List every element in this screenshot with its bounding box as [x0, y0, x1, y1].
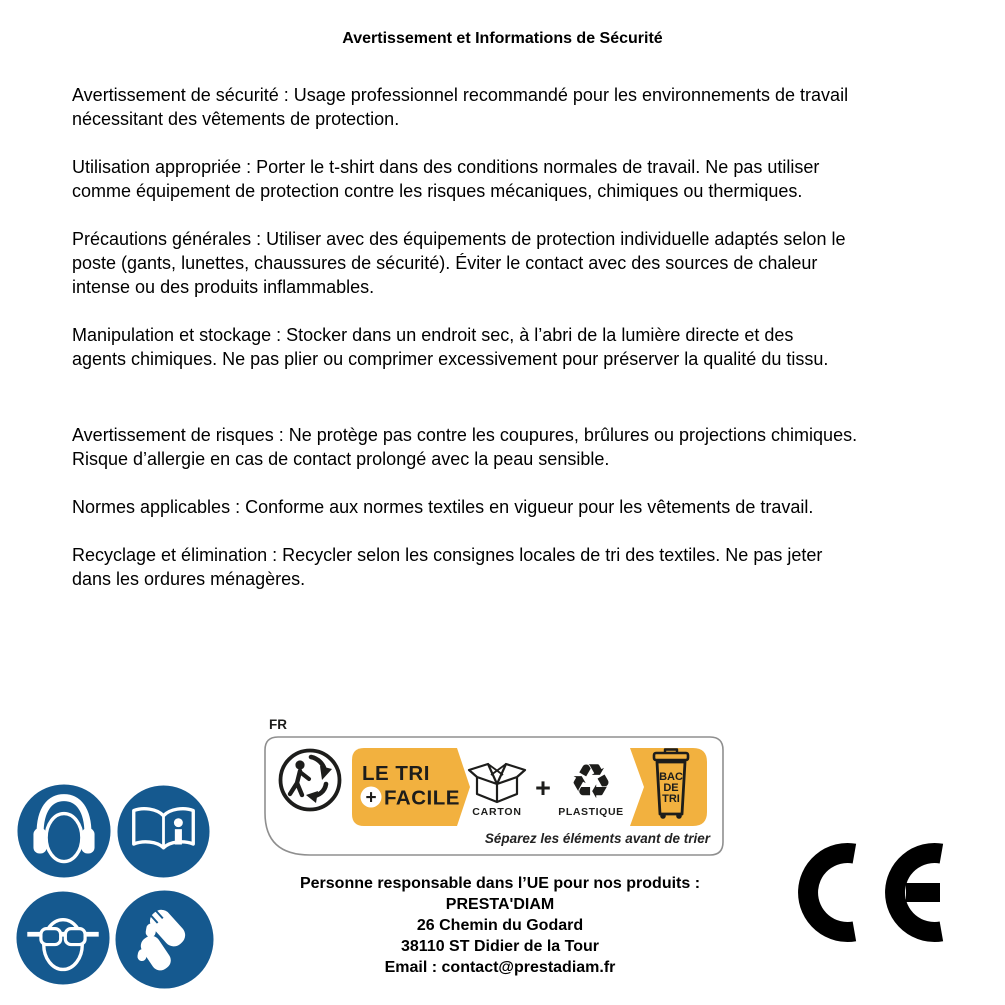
paragraph-securite [72, 83, 957, 131]
text-line: Normes applicables : Conforme aux normes textiles en vigueur pour les vêtements de travail. [72, 497, 814, 517]
address-street: 26 Chemin du Godard [416, 917, 584, 934]
text-line: intense ou des produits inflammables. [72, 277, 375, 297]
address-city: 38110 ST Didier de la Tour [401, 938, 599, 955]
text-line: poste (gants, lunettes, chaussures de sécurité). Éviter le contact avec des sources de chaleur [72, 253, 818, 273]
text-line: nécessitant des vêtements de protection. [72, 109, 400, 129]
plastique-label: PLASTIQUE [558, 806, 624, 818]
materials-plus: + [535, 773, 551, 803]
text-line: Précautions générales : Utiliser avec des équipements de protection individuelle adaptés selon le [72, 229, 846, 249]
headline-line2: FACILE [384, 786, 460, 810]
carton-label: CARTON [472, 806, 522, 818]
paragraph-utilisation [72, 155, 957, 203]
read-manual-icon [117, 785, 210, 878]
recycling-symbol-icon: ♻ [569, 756, 613, 809]
text-line: Manipulation et stockage : Stocker dans un endroit sec, à l’abri de la lumière directe et des [72, 325, 794, 345]
safety-text [72, 83, 957, 615]
page-title: Avertissement et Informations de Sécurité [342, 30, 663, 47]
bin-label-line3: TRI [662, 793, 680, 805]
bin-label-line2: DE [663, 782, 679, 794]
headline-line1: LE TRI [362, 762, 430, 785]
paragraph-risques [72, 423, 957, 471]
eye-protection-icon [16, 891, 110, 985]
ce-marking-icon [789, 838, 949, 948]
headline-plus: + [365, 787, 377, 809]
contact-block [252, 873, 748, 978]
company-name: PRESTA'DIAM [445, 896, 555, 913]
paragraph-stockage [72, 323, 957, 371]
paragraph-precautions [72, 227, 957, 299]
text-line: Avertissement de sécurité : Usage professionnel recommandé pour les environnements de travail [72, 85, 849, 105]
text-line: Avertissement de risques : Ne protège pas contre les coupures, brûlures ou projections chimiques. [72, 425, 858, 445]
info-tri-label [264, 736, 724, 856]
paragraph-recyclage [72, 543, 957, 591]
infotri-tagline: Séparez les éléments avant de trier [484, 831, 710, 846]
ear-protection-icon [17, 784, 111, 878]
bin-label-line1: BAC [659, 771, 683, 783]
responsible-person-line: Personne responsable dans l’UE pour nos produits : [299, 875, 701, 892]
paragraph-normes [72, 495, 957, 519]
text-line: Recyclage et élimination : Recycler selon les consignes locales de tri des textiles. Ne pas jeter [72, 545, 823, 565]
text-line: Utilisation appropriée : Porter le t-shirt dans des conditions normales de travail. Ne pas utiliser [72, 157, 820, 177]
text-line: Risque d’allergie en cas de contact prolongé avec la peau sensible. [72, 449, 610, 469]
protective-gloves-icon [115, 890, 214, 989]
text-line: comme équipement de protection contre les risques mécaniques, chimiques ou thermiques. [72, 181, 803, 201]
text-line: agents chimiques. Ne pas plier ou comprimer excessivement pour préserver la qualité du tissu. [72, 349, 829, 369]
text-line: dans les ordures ménagères. [72, 569, 306, 589]
contact-email: Email : contact@prestadiam.fr [384, 959, 616, 976]
country-code-label: FR [269, 717, 287, 732]
